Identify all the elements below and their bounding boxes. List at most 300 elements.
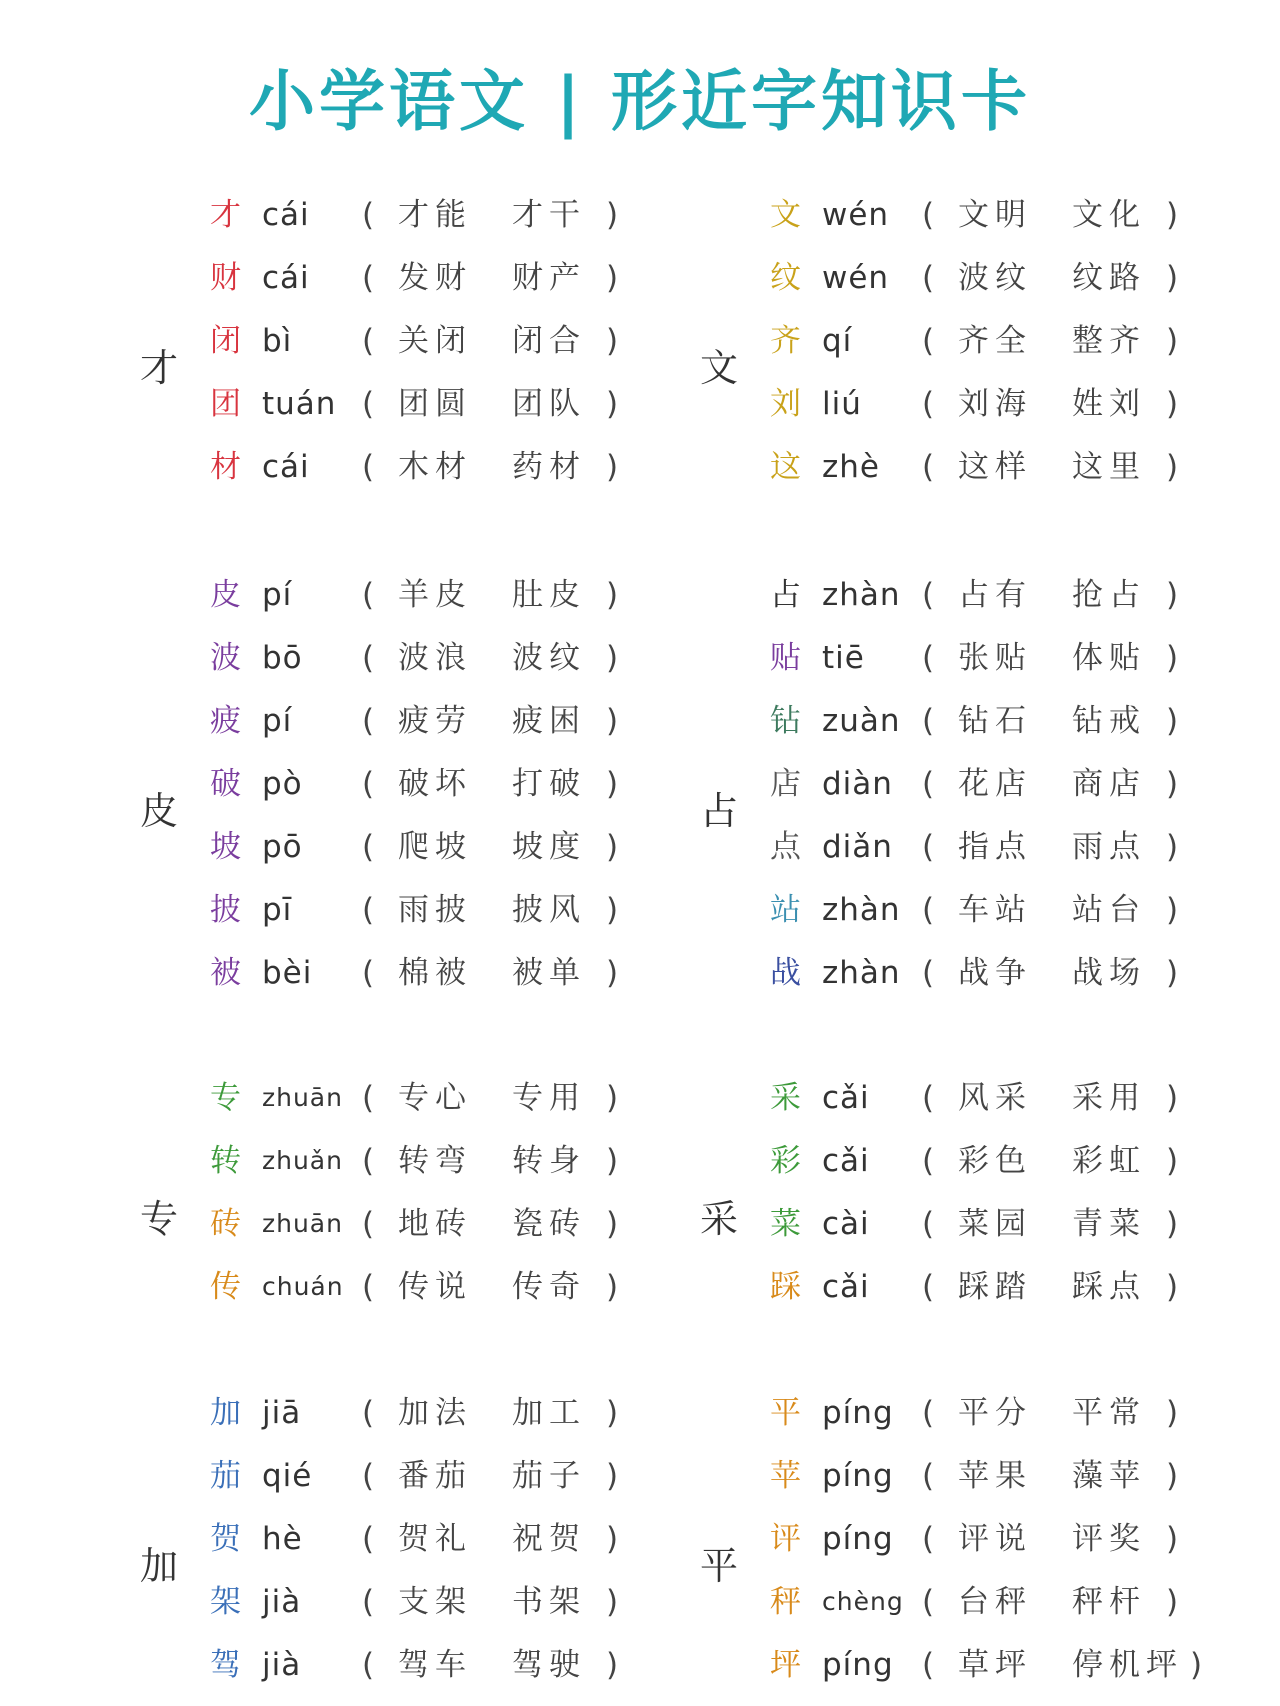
left-paren: ( [362, 386, 375, 422]
right-paren: ) [606, 1584, 619, 1620]
right-paren: ) [1166, 1395, 1179, 1431]
character: 采 [770, 1080, 801, 1116]
right-paren: ) [1166, 1269, 1179, 1305]
character: 齐 [770, 323, 801, 359]
example-word-1: 踩踏 [958, 1269, 1032, 1305]
example-word-2: 祝贺 [512, 1521, 586, 1557]
example-word-1: 地砖 [398, 1206, 472, 1242]
character: 秤 [770, 1584, 801, 1620]
right-paren: ) [606, 703, 619, 739]
example-word-1: 指点 [958, 829, 1032, 865]
left-paren: ( [362, 1584, 375, 1620]
example-word-1: 台秤 [958, 1584, 1032, 1620]
char-row [0, 817, 640, 877]
pinyin: jià [262, 1647, 302, 1683]
char-row [560, 565, 1200, 625]
character: 专 [210, 1080, 241, 1116]
right-paren: ) [1166, 1143, 1179, 1179]
example-word-1: 支架 [398, 1584, 472, 1620]
pinyin: zhàn [822, 892, 901, 928]
example-word-1: 占有 [958, 577, 1032, 613]
right-paren: ) [1166, 766, 1179, 802]
character: 团 [210, 386, 241, 422]
character: 坪 [770, 1647, 801, 1683]
example-word-2: 这里 [1072, 449, 1146, 485]
char-row [0, 248, 640, 308]
character: 贴 [770, 640, 801, 676]
example-word-1: 平分 [958, 1395, 1032, 1431]
left-paren: ( [362, 1647, 375, 1683]
pinyin: zhàn [822, 577, 901, 613]
char-row [0, 1068, 640, 1128]
group-head-char: 加 [140, 1543, 179, 1588]
right-paren: ) [606, 640, 619, 676]
example-word-1: 棉被 [398, 955, 472, 991]
left-paren: ( [362, 323, 375, 359]
right-paren: ) [1166, 1080, 1179, 1116]
example-word-2: 波纹 [512, 640, 586, 676]
character: 平 [770, 1395, 801, 1431]
example-word-1: 驾车 [398, 1647, 472, 1683]
character: 波 [210, 640, 241, 676]
pinyin: wén [822, 260, 890, 296]
pinyin: pí [262, 703, 293, 739]
pinyin: chèng [822, 1587, 904, 1616]
character: 坡 [210, 829, 241, 865]
char-row [560, 1257, 1200, 1317]
example-word-1: 菜园 [958, 1206, 1032, 1242]
example-word-2: 抢占 [1072, 577, 1146, 613]
left-paren: ( [922, 1521, 935, 1557]
character: 驾 [210, 1647, 241, 1683]
right-paren: ) [606, 1143, 619, 1179]
left-paren: ( [362, 703, 375, 739]
character: 踩 [770, 1269, 801, 1305]
pinyin: cái [262, 260, 310, 296]
example-word-2: 秤杆 [1072, 1584, 1146, 1620]
right-paren: ) [1166, 577, 1179, 613]
character: 传 [210, 1269, 241, 1305]
example-word-2: 专用 [512, 1080, 586, 1116]
example-word-2: 站台 [1072, 892, 1146, 928]
example-word-2: 坡度 [512, 829, 586, 865]
left-paren: ( [922, 955, 935, 991]
char-row [0, 1257, 640, 1317]
char-row [0, 1572, 640, 1632]
pinyin: pò [262, 766, 303, 802]
left-paren: ( [922, 577, 935, 613]
right-paren: ) [606, 386, 619, 422]
character: 砖 [210, 1206, 241, 1242]
right-paren: ) [606, 829, 619, 865]
char-row [560, 754, 1200, 814]
example-word-1: 钻石 [958, 703, 1032, 739]
pinyin: cái [262, 449, 310, 485]
right-paren: ) [606, 260, 619, 296]
character: 店 [770, 766, 801, 802]
character: 文 [770, 197, 801, 233]
pinyin: liú [822, 386, 862, 422]
char-row [560, 311, 1200, 371]
left-paren: ( [922, 892, 935, 928]
example-word-1: 团圆 [398, 386, 472, 422]
left-paren: ( [362, 1521, 375, 1557]
example-word-2: 书架 [512, 1584, 586, 1620]
right-paren: ) [606, 1206, 619, 1242]
left-paren: ( [922, 1269, 935, 1305]
char-row [0, 1383, 640, 1443]
example-word-1: 草坪 [958, 1647, 1032, 1683]
example-word-1: 才能 [398, 197, 472, 233]
pinyin: wén [822, 197, 890, 233]
example-word-2: 才干 [512, 197, 586, 233]
character: 披 [210, 892, 241, 928]
example-word-2: 平常 [1072, 1395, 1146, 1431]
left-paren: ( [362, 1269, 375, 1305]
left-paren: ( [922, 1584, 935, 1620]
char-row [560, 185, 1200, 245]
character: 加 [210, 1395, 241, 1431]
left-paren: ( [362, 1395, 375, 1431]
char-row [560, 880, 1200, 940]
example-word-2: 被单 [512, 955, 586, 991]
char-row [560, 1572, 1200, 1632]
example-word-2: 加工 [512, 1395, 586, 1431]
character: 皮 [210, 577, 241, 613]
example-word-1: 转弯 [398, 1143, 472, 1179]
character: 菜 [770, 1206, 801, 1242]
left-paren: ( [922, 1395, 935, 1431]
right-paren: ) [1166, 1584, 1179, 1620]
right-paren: ) [1166, 260, 1179, 296]
right-paren: ) [606, 577, 619, 613]
char-row [0, 185, 640, 245]
character: 茄 [210, 1458, 241, 1494]
example-word-2: 转身 [512, 1143, 586, 1179]
pinyin: jiā [262, 1395, 302, 1431]
right-paren: ) [1166, 386, 1179, 422]
example-word-2: 文化 [1072, 197, 1146, 233]
pinyin: bō [262, 640, 303, 676]
pinyin: pí [262, 577, 293, 613]
example-word-2: 姓刘 [1072, 386, 1146, 422]
example-word-1: 花店 [958, 766, 1032, 802]
character: 转 [210, 1143, 241, 1179]
example-word-2: 打破 [512, 766, 586, 802]
left-paren: ( [922, 1143, 935, 1179]
pinyin: cái [262, 197, 310, 233]
example-word-2: 评奖 [1072, 1521, 1146, 1557]
pinyin: zhàn [822, 955, 901, 991]
example-word-2: 药材 [512, 449, 586, 485]
example-word-2: 茄子 [512, 1458, 586, 1494]
example-word-1: 战争 [958, 955, 1032, 991]
example-word-2: 战场 [1072, 955, 1146, 991]
char-row [0, 880, 640, 940]
char-row [560, 943, 1200, 1003]
right-paren: ) [1166, 323, 1179, 359]
group-head-char: 专 [140, 1197, 179, 1241]
left-paren: ( [922, 386, 935, 422]
right-paren: ) [606, 1458, 619, 1494]
example-word-2: 闭合 [512, 323, 586, 359]
pinyin: zhè [822, 449, 880, 485]
pinyin: píng [822, 1458, 894, 1494]
group-head-char: 皮 [140, 788, 179, 833]
right-paren: ) [606, 1395, 619, 1431]
example-word-1: 彩色 [958, 1143, 1032, 1179]
left-paren: ( [362, 640, 375, 676]
left-paren: ( [922, 197, 935, 233]
char-row [560, 628, 1200, 688]
right-paren: ) [1166, 1206, 1179, 1242]
example-word-1: 专心 [398, 1080, 472, 1116]
char-row [0, 943, 640, 1003]
character: 才 [210, 197, 241, 233]
example-word-2: 疲困 [512, 703, 586, 739]
example-word-2: 青菜 [1072, 1206, 1146, 1242]
pinyin: pō [262, 829, 303, 865]
right-paren: ) [1166, 449, 1179, 485]
left-paren: ( [362, 1458, 375, 1494]
char-row [560, 1635, 1203, 1695]
example-word-2: 停机坪 [1072, 1647, 1183, 1683]
group-head-char: 平 [700, 1543, 739, 1588]
left-paren: ( [362, 1206, 375, 1242]
left-paren: ( [922, 766, 935, 802]
char-row [0, 754, 640, 814]
character: 财 [210, 260, 241, 296]
example-word-1: 疲劳 [398, 703, 472, 739]
char-row [0, 1635, 640, 1695]
pinyin: tuán [262, 386, 337, 422]
example-word-2: 整齐 [1072, 323, 1146, 359]
character: 破 [210, 766, 241, 802]
char-row [0, 565, 640, 625]
left-paren: ( [922, 1206, 935, 1242]
character: 材 [210, 449, 241, 485]
character: 被 [210, 955, 241, 991]
left-paren: ( [362, 766, 375, 802]
left-paren: ( [922, 1458, 935, 1494]
right-paren: ) [606, 766, 619, 802]
right-paren: ) [606, 449, 619, 485]
group-head-char: 采 [700, 1197, 739, 1241]
example-word-2: 团队 [512, 386, 586, 422]
example-word-2: 藻苹 [1072, 1458, 1146, 1494]
example-word-2: 雨点 [1072, 829, 1146, 865]
example-word-1: 羊皮 [398, 577, 472, 613]
pinyin: cài [822, 1206, 870, 1242]
left-paren: ( [362, 1080, 375, 1116]
left-paren: ( [922, 1647, 935, 1683]
right-paren: ) [606, 892, 619, 928]
pinyin: píng [822, 1647, 894, 1683]
example-word-2: 采用 [1072, 1080, 1146, 1116]
example-word-1: 苹果 [958, 1458, 1032, 1494]
pinyin: hè [262, 1521, 303, 1557]
right-paren: ) [606, 1080, 619, 1116]
char-row [560, 1194, 1200, 1254]
example-word-1: 关闭 [398, 323, 472, 359]
character: 闭 [210, 323, 241, 359]
pinyin: zhuān [262, 1209, 343, 1238]
example-word-1: 张贴 [958, 640, 1032, 676]
group-head-char: 文 [700, 345, 739, 390]
example-word-2: 披风 [512, 892, 586, 928]
character: 评 [770, 1521, 801, 1557]
group-head-char: 占 [700, 788, 739, 833]
example-word-2: 传奇 [512, 1269, 586, 1305]
character: 占 [770, 577, 801, 613]
right-paren: ) [1166, 892, 1179, 928]
left-paren: ( [922, 640, 935, 676]
page-title: 小学语文 | 形近字知识卡 [248, 63, 1032, 140]
example-word-1: 雨披 [398, 892, 472, 928]
char-row [0, 374, 640, 434]
pinyin: diǎn [822, 829, 893, 865]
pinyin: zuàn [822, 703, 901, 739]
right-paren: ) [606, 323, 619, 359]
pinyin: píng [822, 1521, 894, 1557]
pinyin: qié [262, 1458, 313, 1494]
left-paren: ( [922, 829, 935, 865]
char-row [560, 691, 1200, 751]
example-word-2: 踩点 [1072, 1269, 1146, 1305]
pinyin: bèi [262, 955, 313, 991]
example-word-1: 传说 [398, 1269, 472, 1305]
example-word-1: 番茄 [398, 1458, 472, 1494]
left-paren: ( [362, 197, 375, 233]
example-word-2: 纹路 [1072, 260, 1146, 296]
pinyin: zhuān [262, 1083, 343, 1112]
char-row [560, 248, 1200, 308]
example-word-1: 车站 [958, 892, 1032, 928]
pinyin: tiē [822, 640, 865, 676]
right-paren: ) [1166, 703, 1179, 739]
right-paren: ) [606, 955, 619, 991]
left-paren: ( [922, 703, 935, 739]
char-row [0, 1194, 640, 1254]
pinyin: píng [822, 1395, 894, 1431]
pinyin: diàn [822, 766, 893, 802]
example-word-2: 肚皮 [512, 577, 586, 613]
char-row [560, 374, 1200, 434]
char-row [560, 817, 1200, 877]
character: 贺 [210, 1521, 241, 1557]
char-row [0, 628, 640, 688]
pinyin: cǎi [822, 1143, 870, 1179]
pinyin: bì [262, 323, 293, 359]
char-row [560, 1131, 1200, 1191]
left-paren: ( [922, 260, 935, 296]
left-paren: ( [362, 577, 375, 613]
character: 钻 [770, 703, 801, 739]
pinyin: chuán [262, 1272, 344, 1301]
example-word-1: 破坏 [398, 766, 472, 802]
right-paren: ) [1166, 1458, 1179, 1494]
character: 这 [770, 449, 801, 485]
example-word-2: 钻戒 [1072, 703, 1146, 739]
char-row [0, 311, 640, 371]
character: 纹 [770, 260, 801, 296]
character: 疲 [210, 703, 241, 739]
left-paren: ( [362, 260, 375, 296]
character: 战 [770, 955, 801, 991]
left-paren: ( [922, 323, 935, 359]
left-paren: ( [362, 1143, 375, 1179]
example-word-1: 评说 [958, 1521, 1032, 1557]
char-row [560, 1509, 1200, 1569]
char-row [560, 437, 1200, 497]
left-paren: ( [362, 892, 375, 928]
pinyin: cǎi [822, 1080, 870, 1116]
example-word-1: 贺礼 [398, 1521, 472, 1557]
example-word-2: 体贴 [1072, 640, 1146, 676]
example-word-1: 波纹 [958, 260, 1032, 296]
left-paren: ( [362, 829, 375, 865]
left-paren: ( [922, 449, 935, 485]
example-word-1: 木材 [398, 449, 472, 485]
char-row [0, 1131, 640, 1191]
character: 站 [770, 892, 801, 928]
example-word-1: 波浪 [398, 640, 472, 676]
left-paren: ( [922, 1080, 935, 1116]
example-word-1: 风采 [958, 1080, 1032, 1116]
char-row [0, 1446, 640, 1506]
example-word-1: 发财 [398, 260, 472, 296]
example-word-2: 财产 [512, 260, 586, 296]
character: 彩 [770, 1143, 801, 1179]
left-paren: ( [362, 955, 375, 991]
right-paren: ) [1166, 197, 1179, 233]
character: 刘 [770, 386, 801, 422]
example-word-2: 彩虹 [1072, 1143, 1146, 1179]
char-row [560, 1068, 1200, 1128]
character: 架 [210, 1584, 241, 1620]
char-row [560, 1383, 1200, 1443]
char-row [560, 1446, 1200, 1506]
pinyin: qí [822, 323, 853, 359]
right-paren: ) [606, 1521, 619, 1557]
example-word-1: 齐全 [958, 323, 1032, 359]
example-word-1: 文明 [958, 197, 1032, 233]
char-row [0, 691, 640, 751]
example-word-1: 这样 [958, 449, 1032, 485]
char-row [0, 1509, 640, 1569]
char-row [0, 437, 640, 497]
character: 点 [770, 829, 801, 865]
pinyin: zhuǎn [262, 1146, 343, 1175]
example-word-1: 刘海 [958, 386, 1032, 422]
right-paren: ) [1166, 829, 1179, 865]
example-word-2: 驾驶 [512, 1647, 586, 1683]
pinyin: pī [262, 892, 293, 928]
example-word-1: 爬坡 [398, 829, 472, 865]
pinyin: jià [262, 1584, 302, 1620]
right-paren: ) [1166, 955, 1179, 991]
right-paren: ) [1166, 1521, 1179, 1557]
right-paren: ) [606, 1647, 619, 1683]
right-paren: ) [606, 1269, 619, 1305]
left-paren: ( [362, 449, 375, 485]
right-paren: ) [1166, 640, 1179, 676]
pinyin: cǎi [822, 1269, 870, 1305]
example-word-1: 加法 [398, 1395, 472, 1431]
example-word-2: 商店 [1072, 766, 1146, 802]
group-head-char: 才 [140, 345, 179, 390]
right-paren: ) [606, 197, 619, 233]
